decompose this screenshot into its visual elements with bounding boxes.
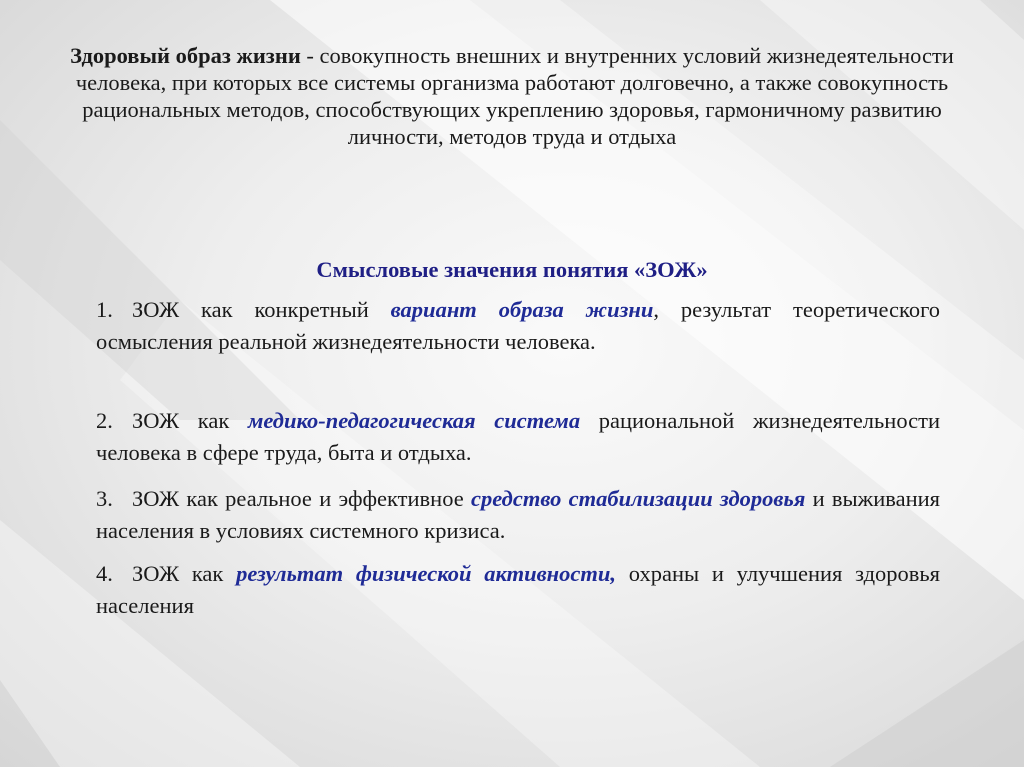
- meaning-highlight: результат физической активности,: [236, 561, 617, 586]
- meaning-item-2: [96, 405, 940, 469]
- meaning-text-before: ЗОЖ как: [132, 561, 237, 586]
- meaning-item-3: [96, 483, 940, 547]
- meaning-text-before: ЗОЖ как: [132, 408, 248, 433]
- subtitle: Смысловые значения понятия «ЗОЖ»: [316, 257, 708, 282]
- meaning-highlight: вариант образа жизни: [390, 297, 654, 322]
- meaning-item-4: [96, 558, 940, 622]
- meaning-text-after: рациональной жизнедеятельности человека в сфере труда, быта и отдыха.: [96, 408, 941, 465]
- meaning-text-after: и выживания населения в условиях системного кризиса.: [96, 486, 940, 543]
- meaning-text-after: охраны и улучшения здоровья населения: [96, 561, 941, 618]
- meaning-text-after: , результат теоретического осмысления реальной жизнедеятельности человека.: [96, 297, 940, 354]
- meaning-highlight: средство стабилизации здоровья: [471, 486, 806, 511]
- meaning-text-before: ЗОЖ как реальное и эффективное: [132, 486, 472, 511]
- meaning-number: 4.: [96, 561, 113, 586]
- intro-term: Здоровый образ жизни: [70, 43, 301, 68]
- meaning-number: 3.: [96, 486, 113, 511]
- meaning-item-1: [96, 294, 940, 358]
- intro-definition: [60, 42, 964, 150]
- meaning-text-before: ЗОЖ как конкретный: [132, 297, 391, 322]
- meaning-number: 1.: [96, 297, 113, 322]
- intro-definition-text: - совокупность внешних и внутренних условий жизнедеятельности человека, при которых все системы организма работают долговечно, а также совокупность рациональных методов, способствующих укреплению здоровья, гармоничному развитию личности, методов труда и отдыха: [75, 43, 954, 149]
- meaning-number: 2.: [96, 408, 113, 433]
- meaning-highlight: медико-педагогическая система: [247, 408, 581, 433]
